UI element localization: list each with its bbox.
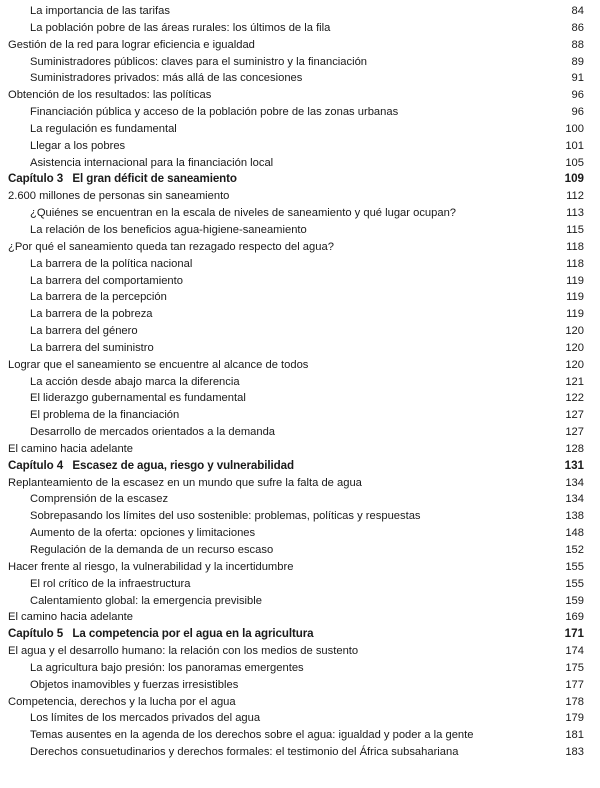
toc-page-number: 159 xyxy=(565,594,584,607)
toc-page-number: 96 xyxy=(571,89,584,102)
toc-entry-title: Gestión de la red para lograr eficiencia e igualdad xyxy=(8,38,255,51)
toc-page-number: 100 xyxy=(565,122,584,135)
toc-page-number: 138 xyxy=(565,510,584,523)
toc-entry-title: La barrera del suministro xyxy=(30,341,154,354)
toc-page-number: 148 xyxy=(565,527,584,540)
toc-entry-title: Competencia, derechos y la lucha por el agua xyxy=(8,695,236,708)
toc-entry-title: Desarrollo de mercados orientados a la demanda xyxy=(30,426,276,439)
toc-section-entry xyxy=(0,559,600,576)
toc-entry-title: La acción desde abajo marca la diferencia xyxy=(30,375,240,388)
toc-section-entry xyxy=(0,643,600,660)
table-of-contents xyxy=(0,3,600,761)
toc-subsection-entry xyxy=(0,525,600,542)
toc-page-number: 174 xyxy=(565,645,584,658)
toc-entry-title: Comprensión de la escasez xyxy=(30,493,169,506)
toc-subsection-entry xyxy=(0,205,600,222)
toc-page-number: 155 xyxy=(565,560,584,573)
toc-entry-title: El liderazgo gubernamental es fundamental xyxy=(30,392,246,405)
toc-entry-title: El agua y el desarrollo humano: la relación con los medios de sustento xyxy=(8,645,359,658)
toc-entry-title: La barrera del género xyxy=(30,325,138,338)
toc-page-number: 120 xyxy=(565,341,584,354)
toc-entry-title: Regulación de la demanda de un recurso escaso xyxy=(30,544,274,556)
toc-entry-title: Sobrepasando los límites del uso sostenible: problemas, políticas y respuestas xyxy=(30,510,421,523)
toc-subsection-entry xyxy=(0,508,600,525)
toc-page-number: 121 xyxy=(565,375,584,388)
toc-page-number: 120 xyxy=(565,358,584,371)
toc-entry-title: Asistencia internacional para la financiación local xyxy=(30,156,274,169)
toc-page-number: 127 xyxy=(565,409,584,422)
toc-subsection-entry xyxy=(0,273,600,290)
toc-entry-title: El camino hacia adelante xyxy=(8,611,134,624)
toc-chapter-heading xyxy=(0,626,600,643)
toc-page-number: 105 xyxy=(565,156,584,169)
toc-entry-title: Suministradores públicos: claves para el suministro y la financiación xyxy=(30,55,368,68)
toc-entry-title: El camino hacia adelante xyxy=(8,442,134,455)
toc-page-number: 101 xyxy=(565,139,584,152)
toc-page-number: 131 xyxy=(564,458,584,472)
toc-page-number: 183 xyxy=(565,746,584,759)
toc-section-entry xyxy=(0,37,600,54)
toc-page-number: 127 xyxy=(565,426,584,439)
toc-page-number: 122 xyxy=(565,392,584,405)
toc-entry-title: La barrera de la pobreza xyxy=(30,308,153,321)
toc-section-entry xyxy=(0,441,600,458)
toc-page-number: 120 xyxy=(565,325,584,338)
toc-subsection-entry xyxy=(0,54,600,71)
toc-entry-title: ¿Por qué el saneamiento queda tan rezagado respecto del agua? xyxy=(8,240,334,253)
toc-page-number: 179 xyxy=(565,712,584,725)
toc-subsection-entry xyxy=(0,374,600,391)
toc-section-entry xyxy=(0,475,600,492)
toc-subsection-entry xyxy=(0,576,600,593)
toc-entry-title: La relación de los beneficios agua-higiene-saneamiento xyxy=(30,223,307,236)
toc-page-number: 178 xyxy=(565,695,584,708)
toc-entry-title: La población pobre de las áreas rurales: los últimos de la fila xyxy=(30,21,331,34)
toc-entry-title: La barrera de la percepción xyxy=(30,291,167,304)
toc-entry-title: Replanteamiento de la escasez en un mundo que sufre la falta de agua xyxy=(8,476,362,489)
toc-subsection-entry xyxy=(0,138,600,155)
toc-page-number: 134 xyxy=(565,493,584,506)
toc-page-number: 128 xyxy=(565,442,584,455)
toc-entry-title: El rol crítico de la infraestructura xyxy=(30,577,191,590)
toc-entry-title: Capítulo 5 La competencia por el agua en la agricultura xyxy=(8,627,314,641)
toc-page-number: 177 xyxy=(565,678,584,691)
toc-subsection-entry xyxy=(0,104,600,121)
toc-chapter-heading xyxy=(0,171,600,188)
toc-entry-title: Temas ausentes en la agenda de los derechos sobre el agua: igualdad y poder a la gente xyxy=(30,729,474,742)
toc-subsection-entry xyxy=(0,222,600,239)
toc-entry-title: Capítulo 4 Escasez de agua, riesgo y vulnerabilidad xyxy=(8,458,294,472)
toc-subsection-entry xyxy=(0,744,600,761)
toc-entry-title: Suministradores privados: más allá de las concesiones xyxy=(30,72,303,85)
toc-subsection-entry xyxy=(0,306,600,323)
toc-entry-title: Capítulo 3 El gran déficit de saneamiento xyxy=(8,172,237,186)
toc-page-number: 134 xyxy=(565,476,584,489)
toc-entry-title: 2.600 millones de personas sin saneamiento xyxy=(8,190,230,203)
toc-subsection-entry xyxy=(0,593,600,610)
toc-page-number: 175 xyxy=(565,661,584,674)
toc-entry-title: La barrera de la política nacional xyxy=(30,257,193,270)
toc-page-number: 112 xyxy=(566,190,584,203)
toc-page-number: 109 xyxy=(564,172,584,186)
toc-section-entry xyxy=(0,357,600,374)
toc-page-number: 152 xyxy=(565,544,584,556)
toc-entry-title: Aumento de la oferta: opciones y limitaciones xyxy=(30,527,256,540)
toc-page-number: 84 xyxy=(571,5,584,17)
toc-subsection-entry xyxy=(0,289,600,306)
toc-subsection-entry xyxy=(0,660,600,677)
toc-subsection-entry xyxy=(0,155,600,172)
toc-page-number: 89 xyxy=(571,55,584,68)
toc-page-number: 118 xyxy=(566,240,584,253)
toc-entry-title: Derechos consuetudinarios y derechos formales: el testimonio del África subsahariana xyxy=(30,746,459,759)
toc-section-entry xyxy=(0,609,600,626)
toc-entry-title: Obtención de los resultados: las políticas xyxy=(8,89,212,102)
toc-subsection-entry xyxy=(0,491,600,508)
toc-entry-title: Objetos inamovibles y fuerzas irresistibles xyxy=(30,678,239,691)
toc-section-entry xyxy=(0,188,600,205)
toc-subsection-entry xyxy=(0,340,600,357)
toc-section-entry xyxy=(0,87,600,104)
toc-subsection-entry xyxy=(0,710,600,727)
toc-entry-title: La barrera del comportamiento xyxy=(30,274,183,287)
toc-subsection-entry xyxy=(0,390,600,407)
toc-page-number: 96 xyxy=(571,106,584,119)
toc-page-number: 119 xyxy=(566,308,584,321)
toc-subsection-entry xyxy=(0,256,600,273)
toc-entry-title: La regulación es fundamental xyxy=(30,122,177,135)
toc-page-number: 91 xyxy=(571,72,584,85)
toc-page-number: 118 xyxy=(566,257,584,270)
toc-subsection-entry xyxy=(0,70,600,87)
toc-section-entry xyxy=(0,239,600,256)
toc-subsection-entry xyxy=(0,677,600,694)
toc-entry-title: Calentamiento global: la emergencia previsible xyxy=(30,594,262,607)
toc-page-number: 113 xyxy=(566,207,584,220)
toc-subsection-entry xyxy=(0,121,600,138)
toc-subsection-entry xyxy=(0,542,600,559)
toc-entry-title: La importancia de las tarifas xyxy=(30,5,170,17)
toc-subsection-entry xyxy=(0,407,600,424)
toc-entry-title: Lograr que el saneamiento se encuentre al alcance de todos xyxy=(8,358,309,371)
toc-page-number: 155 xyxy=(565,577,584,590)
toc-page-number: 181 xyxy=(565,729,584,742)
toc-page-number: 88 xyxy=(571,38,584,51)
toc-entry-title: Los límites de los mercados privados del agua xyxy=(30,712,261,725)
toc-entry-title: ¿Quiénes se encuentran en la escala de niveles de saneamiento y qué lugar ocupan? xyxy=(30,207,457,220)
toc-subsection-entry xyxy=(0,323,600,340)
toc-subsection-entry xyxy=(0,3,600,20)
toc-entry-title: Hacer frente al riesgo, la vulnerabilidad y la incertidumbre xyxy=(8,560,294,573)
toc-entry-title: La agricultura bajo presión: los panoramas emergentes xyxy=(30,661,304,674)
toc-subsection-entry xyxy=(0,727,600,744)
toc-page-number: 171 xyxy=(564,627,584,641)
toc-page-number: 115 xyxy=(566,223,584,236)
toc-section-entry xyxy=(0,694,600,711)
toc-page-number: 119 xyxy=(566,291,584,304)
toc-chapter-heading xyxy=(0,458,600,475)
toc-subsection-entry xyxy=(0,424,600,441)
toc-entry-title: Financiación pública y acceso de la población pobre de las zonas urbanas xyxy=(30,106,399,119)
toc-page-number: 169 xyxy=(565,611,584,624)
toc-entry-title: El problema de la financiación xyxy=(30,409,180,422)
toc-page-number: 119 xyxy=(566,274,584,287)
toc-entry-title: Llegar a los pobres xyxy=(30,139,126,152)
toc-subsection-entry xyxy=(0,20,600,37)
toc-page-number: 86 xyxy=(571,21,584,34)
